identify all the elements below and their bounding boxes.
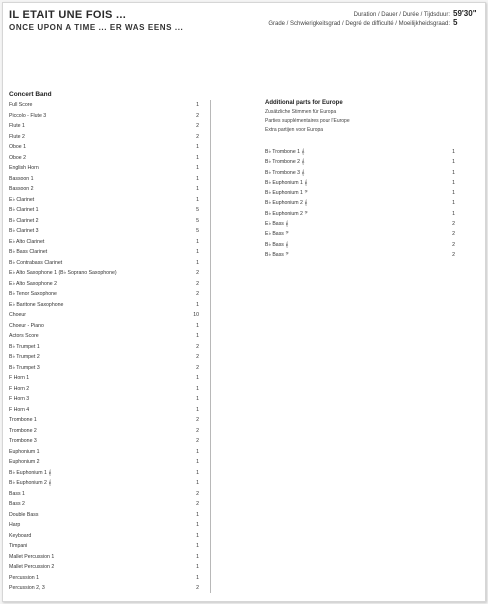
list-item [9,111,199,122]
part-quantity: 1 [452,179,455,186]
list-item [9,384,199,395]
list-item [265,219,455,229]
part-name: F Horn 2 [9,385,30,392]
list-item [9,237,199,248]
part-name: B♭ Euphonium 1 𝄞 [265,179,308,186]
grade-row [268,18,479,27]
part-quantity: 2 [452,231,455,238]
part-name: B♭ Trumpet 1 [9,343,40,350]
part-name: B♭ Tenor Saxophone [9,291,57,297]
part-name: Actors Score [9,333,39,339]
part-name: Bass 1 [9,490,25,497]
part-name: Trombone 2 [9,427,37,434]
part-name: B♭ Trombone 3 𝄞 [265,169,305,176]
list-item [9,247,199,258]
list-item [9,520,199,531]
document-title: IL ETAIT UNE FOIS ... [9,9,127,21]
part-name: Percussion 2, 3 [9,585,45,591]
part-quantity: 1 [196,511,199,518]
part-quantity: 1 [196,102,199,108]
list-item [9,363,199,374]
part-name: B♭ Euphonium 2 𝄞 [265,200,308,207]
part-quantity: 1 [196,165,199,171]
part-name: Choeur [9,312,27,318]
list-item [9,541,199,552]
part-name: B♭ Bass 𝄢 [265,251,289,258]
part-quantity: 5 [196,207,199,213]
concert-band-list [9,100,199,594]
part-quantity: 1 [196,459,199,465]
part-name: Mallet Percussion 1 [9,553,55,560]
part-quantity: 2 [196,112,199,119]
part-quantity: 1 [196,154,199,161]
list-item [9,174,199,185]
part-name: E♭ Alto Saxophone 2 [9,280,58,287]
list-item [9,531,199,542]
part-quantity: 1 [196,322,199,329]
list-item [265,178,455,188]
duration-label: Duration / Dauer / Durée / Tijdsduur: [353,12,450,18]
part-name: E♭ Bass 𝄢 [265,231,289,238]
document-page [2,2,486,602]
part-quantity: 1 [196,249,199,255]
list-item [9,279,199,290]
part-name: Double Bass [9,511,39,518]
list-item [9,415,199,426]
list-item [265,157,455,167]
list-item [9,163,199,174]
part-name: Mallet Percussion 2 [9,564,55,570]
list-item [9,100,199,111]
part-name: B♭ Clarinet 3 [9,228,39,234]
list-item [9,268,199,279]
additional-parts-subtitle-fr: Parties supplémentaires pour l'Europe [265,118,350,124]
list-item [9,258,199,269]
part-quantity: 2 [196,280,199,287]
part-name: English Horn [9,165,39,171]
part-name: B♭ Euphonium 2 𝄢 [265,210,308,217]
part-name: B♭ Contrabass Clarinet [9,259,63,266]
part-quantity: 2 [452,221,455,228]
part-name: B♭ Bass 𝄞 [265,241,289,248]
list-item [265,229,455,239]
list-item [9,195,199,206]
part-quantity: 2 [452,251,455,258]
part-quantity: 1 [196,375,199,381]
list-item [9,405,199,416]
list-item [9,552,199,563]
part-quantity: 1 [196,543,199,549]
list-item [9,321,199,332]
part-name: Full Score [9,102,33,108]
part-name: B♭ Euphonium 2 𝄞 [9,480,52,486]
part-name: E♭ Alto Saxophone 1 (B♭ Soprano Saxophone) [9,270,117,276]
part-name: Trombone 3 [9,438,37,444]
part-quantity: 10 [193,312,199,318]
part-name: Flute 1 [9,123,25,129]
list-item [9,447,199,458]
part-name: Bassoon 2 [9,186,34,192]
list-item [265,147,455,157]
part-quantity: 1 [196,522,199,528]
duration-row [354,9,479,18]
additional-parts-title: Additional parts for Europe [265,100,343,106]
list-item [9,489,199,500]
list-item [9,583,199,594]
list-item [9,216,199,227]
part-name: B♭ Euphonium 1 𝄢 [265,190,308,197]
part-name: B♭ Clarinet 1 [9,207,39,213]
part-quantity: 1 [196,448,199,455]
part-quantity: 1 [196,532,199,539]
part-quantity: 2 [196,133,199,140]
additional-parts-subtitle-de: Zusätzliche Stimmen für Europa [265,109,337,115]
part-quantity: 1 [196,469,199,476]
part-name: B♭ Clarinet 2 [9,217,39,224]
part-quantity: 1 [196,333,199,339]
part-name: B♭ Trombone 2 𝄞 [265,159,305,166]
list-item [265,198,455,208]
part-quantity: 1 [196,396,199,402]
list-item [9,373,199,384]
part-quantity: 2 [196,427,199,434]
list-item [265,240,455,250]
list-item [9,300,199,311]
list-item [9,331,199,342]
part-name: Euphonium 1 [9,448,40,455]
document-subtitle: ONCE UPON A TIME ... ER WAS EENS ... [9,23,184,32]
part-name: Keyboard [9,532,32,539]
list-item [9,573,199,584]
part-quantity: 1 [196,564,199,570]
list-item [9,153,199,164]
list-item [265,209,455,219]
part-quantity: 1 [196,259,199,266]
part-quantity: 1 [196,175,199,182]
list-item [9,142,199,153]
part-quantity: 2 [196,501,199,507]
column-divider [210,100,211,593]
part-quantity: 1 [452,149,455,155]
part-quantity: 2 [196,438,199,444]
list-item [9,226,199,237]
grade-label: Grade / Schwierigkeitsgrad / Degré de difficulté / Moeilijkheidsgraad: [268,21,450,27]
part-quantity: 1 [196,385,199,392]
list-item [265,250,455,260]
list-item [9,352,199,363]
part-quantity: 2 [196,417,199,423]
part-quantity: 2 [196,270,199,276]
part-name: F Horn 1 [9,375,30,381]
part-name: Choeur - Piano [9,322,44,329]
list-item [9,132,199,143]
additional-parts-list [265,147,455,260]
part-name: Percussion 1 [9,574,39,581]
duration-value: 59'30" [453,9,477,18]
part-quantity: 5 [196,228,199,234]
part-quantity: 2 [196,291,199,297]
part-name: Harp [9,522,21,528]
part-quantity: 1 [196,301,199,308]
part-name: Timpani [9,543,28,549]
part-quantity: 2 [196,585,199,591]
part-name: B♭ Trumpet 3 [9,364,40,371]
part-name: B♭ Euphonium 1 𝄞 [9,469,52,476]
part-name: E♭ Bass 𝄞 [265,221,289,228]
list-item [9,478,199,489]
list-item [9,310,199,321]
list-item [9,436,199,447]
part-quantity: 1 [196,144,199,150]
part-quantity: 1 [196,553,199,560]
part-quantity: 2 [196,343,199,350]
part-name: Bassoon 1 [9,175,34,182]
part-quantity: 2 [196,123,199,129]
part-name: E♭ Alto Clarinet [9,238,45,245]
part-name: B♭ Trombone 1 𝄞 [265,149,305,155]
list-item [9,394,199,405]
list-item [9,499,199,510]
additional-parts-subtitle-nl: Extra partijen voor Europa [265,127,324,133]
list-item [9,562,199,573]
part-quantity: 1 [196,574,199,581]
part-name: Oboe 2 [9,154,27,161]
part-quantity: 1 [452,190,455,197]
list-item [9,342,199,353]
part-name: Flute 2 [9,133,25,140]
part-quantity: 1 [452,159,455,166]
part-quantity: 2 [196,364,199,371]
part-quantity: 1 [196,196,199,203]
list-item [9,457,199,468]
list-item [9,121,199,132]
part-quantity: 1 [196,238,199,245]
part-quantity: 1 [196,406,199,413]
list-item [265,188,455,198]
part-name: F Horn 4 [9,406,30,413]
part-quantity: 1 [452,210,455,217]
part-name: B♭ Bass Clarinet [9,249,48,255]
concert-band-title: Concert Band [9,91,52,98]
part-quantity: 2 [196,354,199,360]
grade-value: 5 [453,18,458,27]
part-name: Bass 2 [9,501,25,507]
list-item [9,184,199,195]
list-item [9,289,199,300]
part-name: E♭ Clarinet [9,196,35,203]
list-item [265,168,455,178]
part-name: B♭ Trumpet 2 [9,354,40,360]
part-quantity: 1 [452,169,455,176]
part-name: Trombone 1 [9,417,37,423]
list-item [9,426,199,437]
part-quantity: 1 [196,186,199,192]
part-quantity: 1 [452,200,455,207]
part-name: E♭ Baritone Saxophone [9,301,64,308]
part-quantity: 5 [196,217,199,224]
part-name: F Horn 3 [9,396,30,402]
part-quantity: 2 [452,241,455,248]
part-name: Oboe 1 [9,144,27,150]
part-name: Euphonium 2 [9,459,40,465]
part-quantity: 1 [196,480,199,486]
list-item [9,468,199,479]
list-item [9,510,199,521]
part-name: Piccolo - Flute 3 [9,112,47,119]
list-item [9,205,199,216]
part-quantity: 2 [196,490,199,497]
